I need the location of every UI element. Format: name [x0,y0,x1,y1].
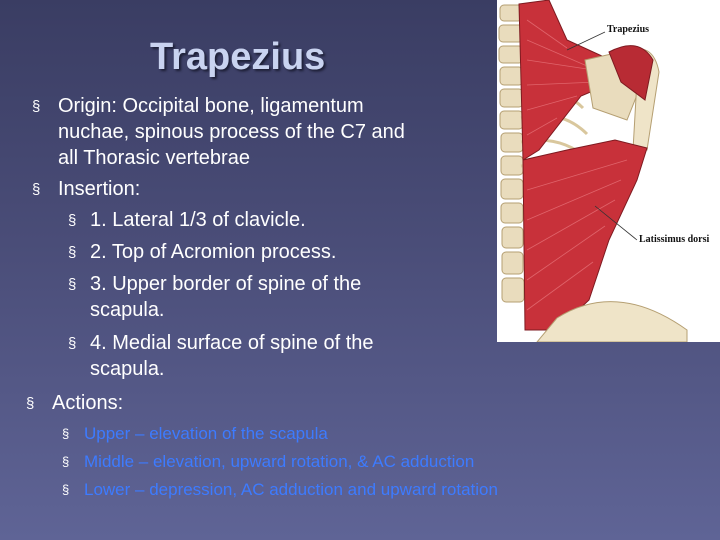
bullet-marker: § [32,98,41,115]
action-lower: Lower – depression, AC adduction and upward rotation [84,480,498,499]
bullet-marker: § [62,426,70,441]
origin-line-2: nuchae, spinous process of the C7 and [58,121,405,143]
insertion-item-2: 2. Top of Acromion process. [90,241,337,263]
bullet-marker: § [62,482,70,497]
bullet-marker: § [68,276,77,293]
actions-heading: Actions: [52,392,124,414]
bullet-marker: § [68,244,77,261]
trapezius-leader-line [567,32,605,50]
bullet-marker: § [68,212,77,229]
back-muscles-illustration [497,0,720,342]
bullet-marker: § [32,181,41,198]
insertion-item-3-line-2: scapula. [90,299,165,321]
insertion-item-4-line-2: scapula. [90,358,165,380]
slide-title: Trapezius [150,36,326,78]
insertion-heading: Insertion: [58,178,141,200]
label-trapezius: Trapezius [607,24,650,35]
action-upper: Upper – elevation of the scapula [84,424,328,443]
insertion-item-3-line-1: 3. Upper border of spine of the [90,273,362,295]
insertion-item-1: 1. Lateral 1/3 of clavicle. [90,209,306,231]
anatomy-figure [497,0,720,342]
latissimus-dorsi-muscle [523,140,647,330]
action-middle: Middle – elevation, upward rotation, & AC adduction [84,452,475,471]
origin-line-3: all Thorasic vertebrae [58,147,250,169]
bullet-marker: § [68,335,77,352]
origin-line-1: Origin: Occipital bone, ligamentum [58,95,364,117]
bullet-marker: § [62,454,70,469]
insertion-item-4-line-1: 4. Medial surface of spine of the [90,332,374,354]
bullet-marker: § [26,395,35,412]
label-latissimus-dorsi: Latissimus dorsi [639,234,710,245]
